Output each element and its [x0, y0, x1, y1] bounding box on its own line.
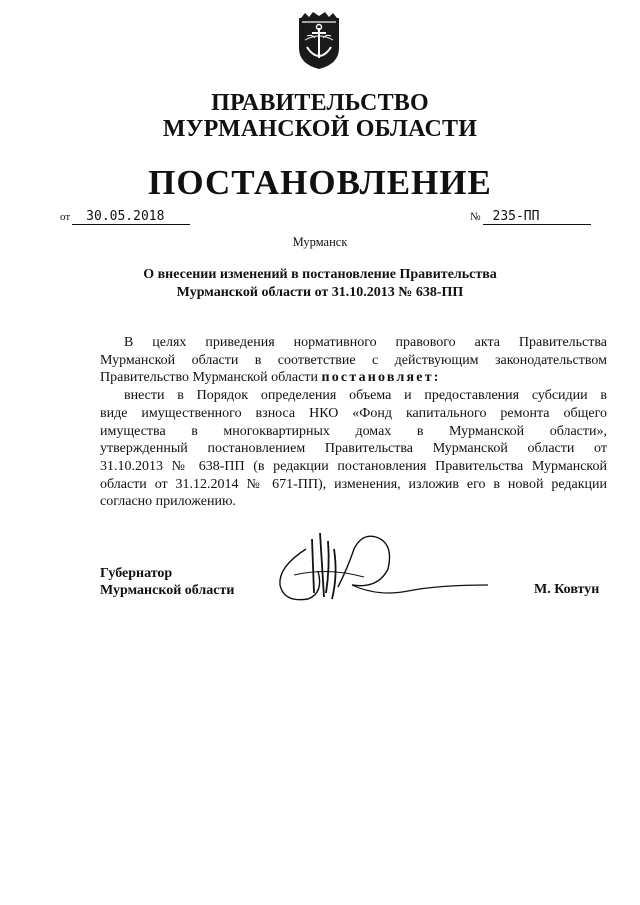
- number-value: 235-ПП: [483, 209, 591, 225]
- resolution-line7: согласно приложению.: [100, 494, 236, 510]
- document-date: [60, 209, 190, 225]
- document-body: [100, 334, 607, 511]
- resolution-line5: 31.10.2013 № 638-ПП (в редакции постановления Правительства Мурманской: [100, 458, 607, 474]
- handwritten-signature: [268, 527, 503, 615]
- subject-line1: О внесении изменений в постановление Правительства: [143, 267, 497, 282]
- city-name: Мурманск: [292, 235, 348, 249]
- signatory-name: М. Ковтун: [534, 582, 600, 597]
- intro-line1: В целях приведения нормативного правового акта Правительства: [124, 335, 607, 350]
- date-label: от: [60, 211, 71, 223]
- document-type-title: ПОСТАНОВЛЕНИЕ: [148, 163, 492, 202]
- intro-line2: Мурманской области в соответствие с действующим законодательством: [100, 352, 607, 368]
- resolution-line6: области от 31.12.2014 № 671-ПП), изменения, изложив его в новой редакции: [100, 476, 607, 492]
- date-value: 30.05.2018: [72, 209, 190, 225]
- resolution-line4: утвержденный постановлением Правительства Мурманской области от: [100, 441, 607, 457]
- intro-line3: [100, 369, 607, 387]
- subject-line2: Мурманской области от 31.10.2013 № 638-ПП: [176, 285, 464, 300]
- resolution-line3: имущества в многоквартирных домах в Мурманской области»,: [100, 423, 607, 439]
- resolution-line2: виде имущественного взноса НКО «Фонд капитального ремонта общего: [100, 405, 607, 421]
- number-label: №: [470, 211, 481, 223]
- signatory-title-line1: Губернатор: [100, 566, 173, 581]
- signatory-title: [100, 565, 234, 599]
- resolution-line1: внести в Порядок определения объема и предоставления субсидии в: [124, 388, 607, 404]
- coat-of-arms-icon: [297, 12, 341, 70]
- signatory-title-line2: Мурманской области: [100, 583, 235, 598]
- document-number: [470, 209, 591, 225]
- decree-word: постановляет:: [321, 370, 441, 386]
- issuer-name-line2: МУРМАНСКОЙ ОБЛАСТИ: [162, 116, 478, 142]
- intro-line3-text: Правительство Мурманской области: [100, 370, 318, 386]
- issuer-name-line1: ПРАВИТЕЛЬСТВО: [211, 90, 429, 116]
